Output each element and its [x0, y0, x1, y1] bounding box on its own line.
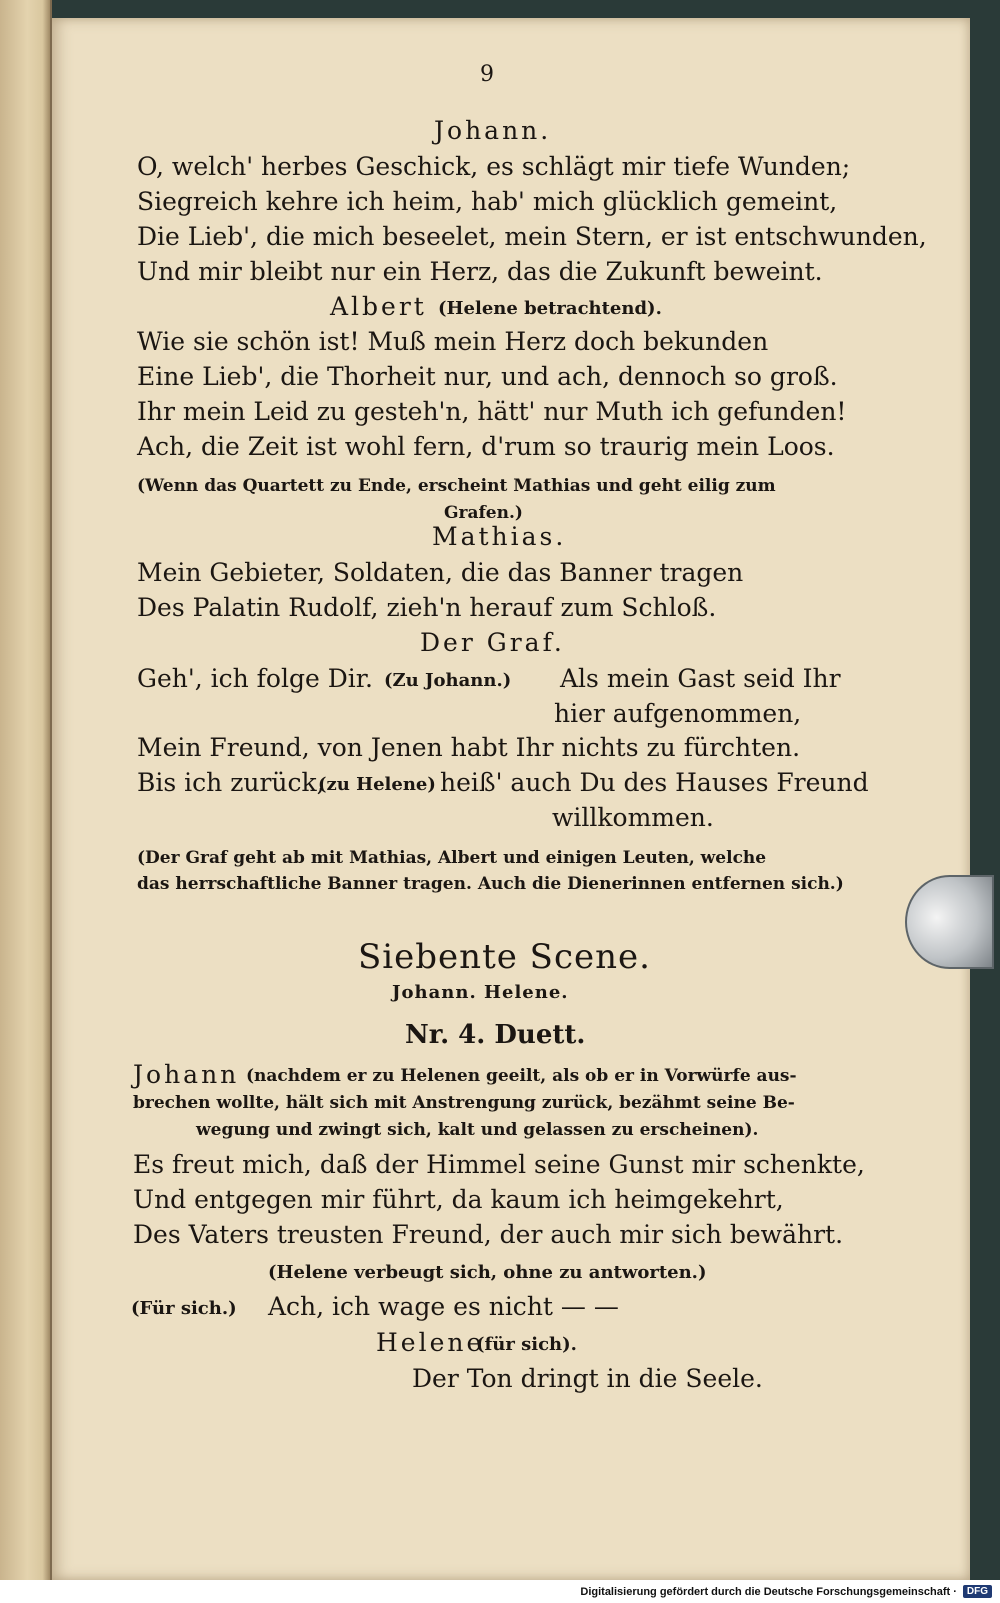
stage-direction: (Helene verbeugt sich, ohne zu antworten.) [268, 1262, 707, 1283]
verse-line: O, welch' herbes Geschick, es schlägt mir tiefe Wunden; [137, 152, 851, 181]
verse-line: Eine Lieb', die Thorheit nur, und ach, dennoch so groß. [137, 362, 838, 391]
footer-text: Digitalisierung gefördert durch die Deutsche Forschungsgemeinschaft · [580, 1585, 957, 1598]
stage-direction: (Wenn das Quartett zu Ende, erscheint Mathias und geht eilig zum [137, 476, 776, 496]
page-clip [905, 875, 994, 969]
scene-title: Siebente Scene. [358, 937, 651, 977]
stage-direction: (für sich). [476, 1334, 577, 1355]
speaker-johann: Johann. [434, 116, 552, 145]
adjacent-page-edge [0, 0, 52, 1580]
verse-line: Der Ton dringt in die Seele. [412, 1364, 763, 1393]
speaker-graf: Der Graf. [420, 628, 565, 657]
page-number: 9 [480, 62, 494, 87]
speaker-mathias: Mathias. [432, 522, 567, 551]
dfg-logo: DFG [963, 1585, 992, 1598]
stage-direction: Grafen.) [444, 503, 523, 523]
stage-direction: (Zu Johann.) [384, 670, 512, 691]
verse-line: Bis ich zurück, [137, 768, 325, 797]
stage-direction: (nachdem er zu Helenen geeilt, als ob er in Vorwürfe aus- [246, 1066, 797, 1086]
verse-line: Ihr mein Leid zu gesteh'n, hätt' nur Muth ich gefunden! [137, 397, 847, 426]
verse-line: Mein Freund, von Jenen habt Ihr nichts zu fürchten. [137, 733, 801, 762]
verse-line: hier aufgenommen, [554, 699, 802, 728]
number-title: Nr. 4. Duett. [405, 1020, 586, 1050]
verse-line: Ach, ich wage es nicht — — [268, 1292, 619, 1321]
stage-direction: das herrschaftliche Banner tragen. Auch die Dienerinnen entfernen sich.) [137, 874, 844, 894]
verse-line: Des Palatin Rudolf, zieh'n herauf zum Schloß. [137, 593, 717, 622]
verse-line: willkommen. [552, 803, 714, 832]
speaker-johann: Johann [133, 1060, 240, 1089]
stage-direction: (Für sich.) [131, 1298, 237, 1319]
stage-direction: wegung und zwingt sich, kalt und gelassen zu erscheinen). [196, 1120, 759, 1140]
verse-line: Und mir bleibt nur ein Herz, das die Zukunft beweint. [137, 257, 823, 286]
verse-line: Ach, die Zeit ist wohl fern, d'rum so traurig mein Loos. [137, 432, 835, 461]
stage-direction: brechen wollte, hält sich mit Anstrengung zurück, bezähmt seine Be- [133, 1093, 795, 1113]
verse-line: Als mein Gast seid Ihr [560, 664, 841, 693]
verse-line: Wie sie schön ist! Muß mein Herz doch bekunden [137, 327, 769, 356]
verse-line: heiß' auch Du des Hauses Freund [440, 768, 869, 797]
verse-line: Siegreich kehre ich heim, hab' mich glücklich gemeint, [137, 187, 838, 216]
digitization-footer [0, 1580, 1000, 1603]
verse-line: Die Lieb', die mich beseelet, mein Stern, er ist entschwunden, [137, 222, 927, 251]
speaker-helene: Helene [376, 1328, 485, 1357]
stage-direction: (Helene betrachtend). [438, 298, 662, 319]
verse-line: Mein Gebieter, Soldaten, die das Banner tragen [137, 558, 744, 587]
verse-line: Es freut mich, daß der Himmel seine Gunst mir schenkte, [133, 1150, 865, 1179]
verse-line: Geh', ich folge Dir. [137, 664, 373, 693]
stage-direction: (Der Graf geht ab mit Mathias, Albert und einigen Leuten, welche [137, 848, 767, 868]
verse-line: Und entgegen mir führt, da kaum ich heimgekehrt, [133, 1185, 784, 1214]
speaker-albert: Albert [330, 292, 427, 321]
stage-direction: (zu Helene) [318, 774, 436, 795]
verse-line: Des Vaters treusten Freund, der auch mir sich bewährt. [133, 1220, 844, 1249]
scene-persons: Johann. Helene. [392, 982, 569, 1003]
